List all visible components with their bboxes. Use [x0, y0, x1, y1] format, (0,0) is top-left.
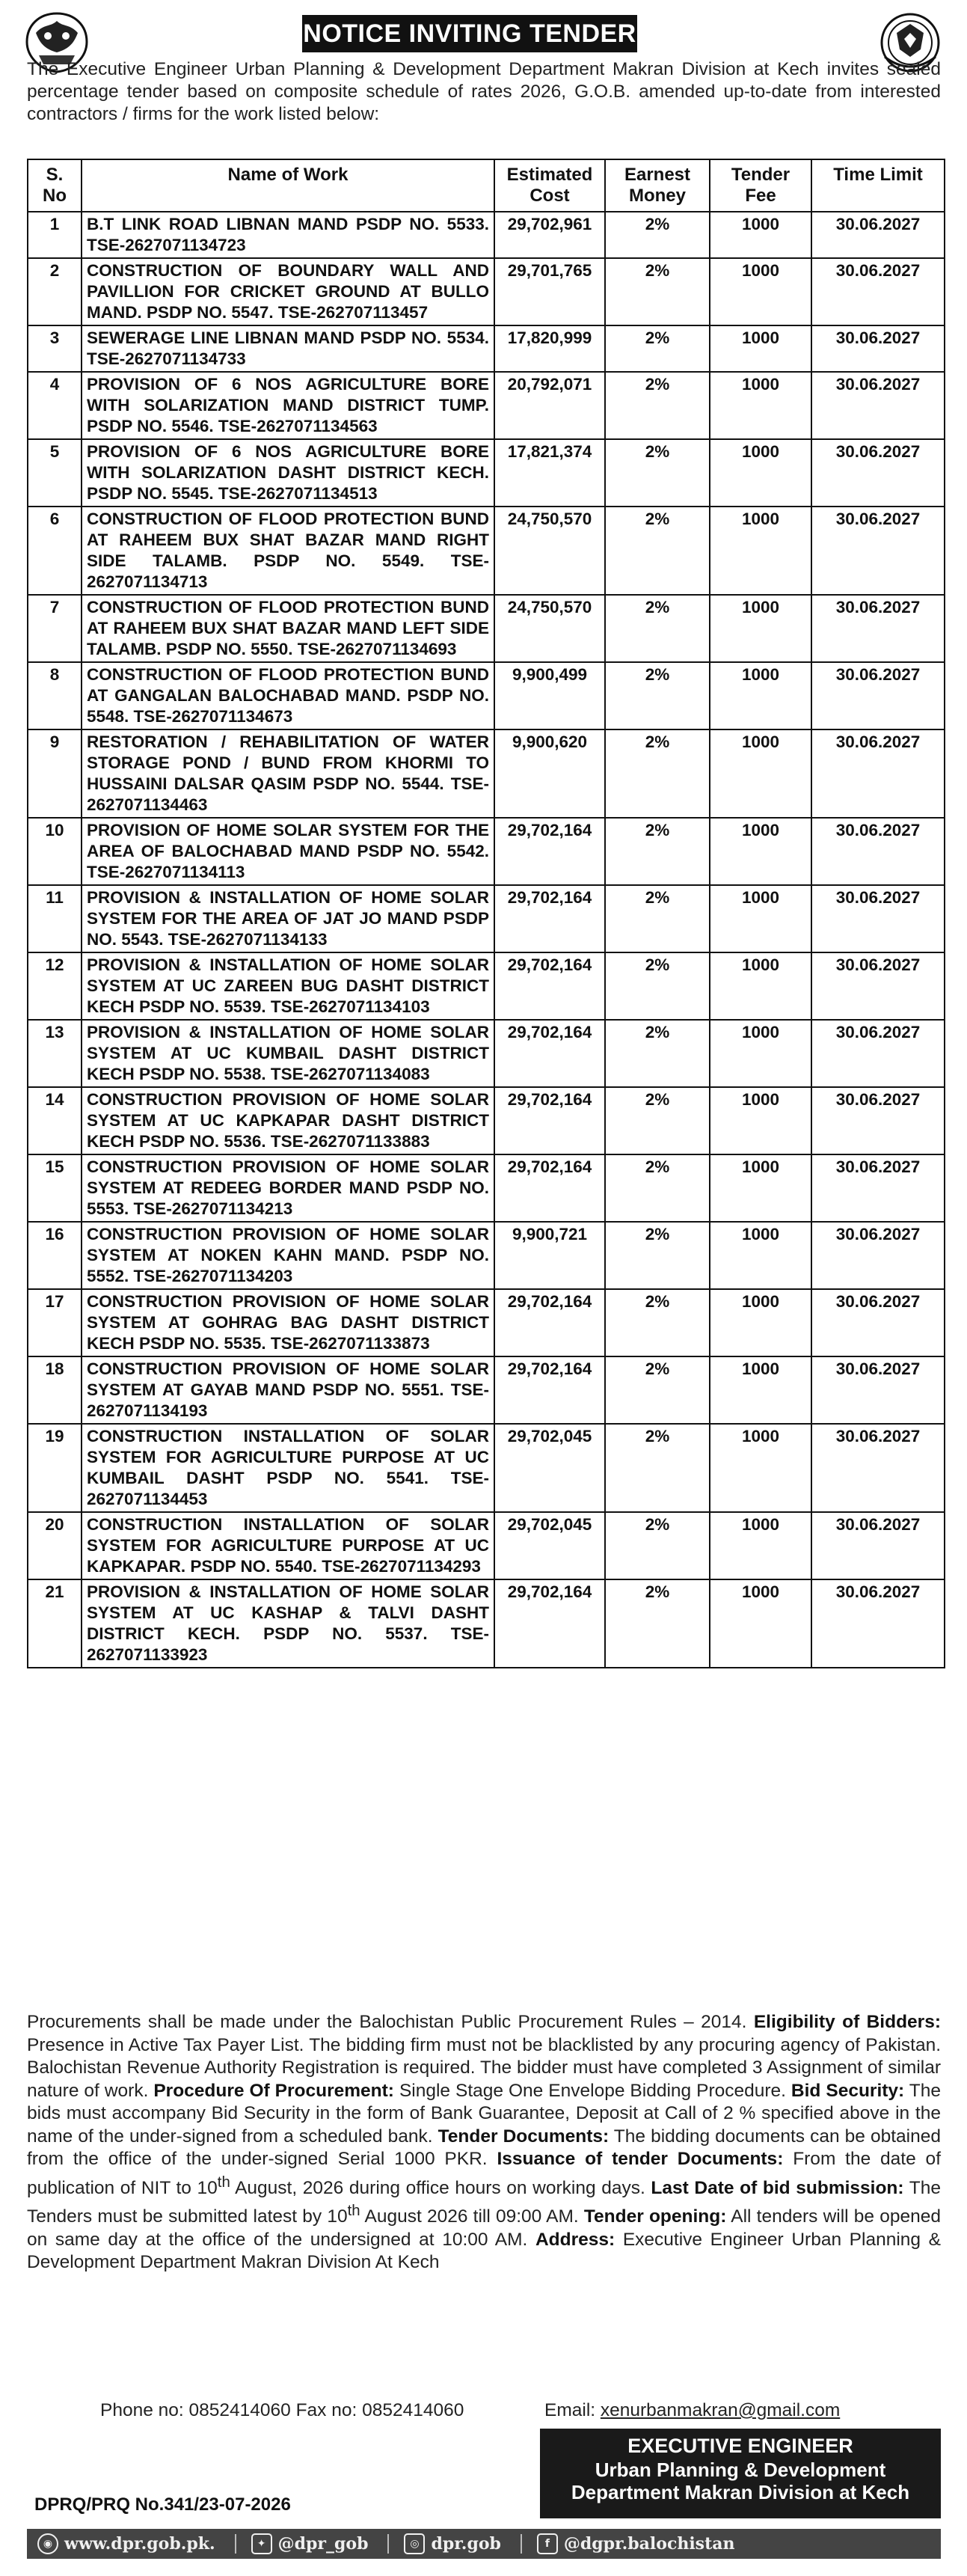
header-name-of-work: Name of Work	[82, 159, 494, 212]
cell-earnest-money: 2%	[605, 439, 710, 507]
facebook-handle: @dgpr.balochistan	[563, 2534, 735, 2554]
table-row	[28, 212, 945, 258]
cell-name-of-work: PROVISION OF HOME SOLAR SYSTEM FOR THE AREA OF BALOCHABAD MAND PSDP NO. 5542. TSE-2627071134113	[82, 818, 494, 885]
cell-name-of-work: CONSTRUCTION PROVISION OF HOME SOLAR SYSTEM AT UC KAPKAPAR DASHT DISTRICT KECH PSDP NO. 5536. TSE-2627071133883	[82, 1087, 494, 1154]
cell-earnest-money: 2%	[605, 372, 710, 439]
cell-earnest-money: 2%	[605, 818, 710, 885]
cell-time-limit: 30.06.2027	[811, 1424, 945, 1512]
cell-tender-fee: 1000	[710, 507, 811, 595]
cell-time-limit: 30.06.2027	[811, 729, 945, 818]
cell-time-limit: 30.06.2027	[811, 1020, 945, 1087]
table-row	[28, 885, 945, 952]
cell-sno: 15	[28, 1154, 82, 1222]
cell-time-limit: 30.06.2027	[811, 212, 945, 258]
cell-sno: 10	[28, 818, 82, 885]
cell-sno: 1	[28, 212, 82, 258]
table-row	[28, 325, 945, 372]
website-text: www.dpr.gob.pk.	[64, 2534, 215, 2554]
cell-name-of-work: PROVISION & INSTALLATION OF HOME SOLAR SYSTEM FOR THE AREA OF JAT JO MAND PSDP NO. 5543. TSE-2627071134133	[82, 885, 494, 952]
issuance-text-b: August, 2026 during office hours on working days.	[235, 2177, 645, 2198]
cell-sno: 20	[28, 1512, 82, 1579]
cell-sno: 4	[28, 372, 82, 439]
cell-name-of-work: CONSTRUCTION PROVISION OF HOME SOLAR SYSTEM AT NOKEN KAHN MAND. PSDP NO. 5552. TSE-2627071134203	[82, 1222, 494, 1289]
cell-estimated-cost: 29,702,164	[494, 1289, 605, 1356]
cell-earnest-money: 2%	[605, 325, 710, 372]
twitter-icon: ✦	[251, 2533, 272, 2554]
cell-earnest-money: 2%	[605, 1087, 710, 1154]
cell-estimated-cost: 9,900,721	[494, 1222, 605, 1289]
cell-earnest-money: 2%	[605, 1222, 710, 1289]
cell-tender-fee: 1000	[710, 885, 811, 952]
cell-estimated-cost: 9,900,620	[494, 729, 605, 818]
cell-sno: 21	[28, 1579, 82, 1668]
cell-earnest-money: 2%	[605, 1020, 710, 1087]
cell-estimated-cost: 9,900,499	[494, 662, 605, 729]
procedure-label: Procedure Of Procurement:	[153, 2080, 394, 2101]
header-time-limit: Time Limit	[811, 159, 945, 212]
cell-estimated-cost: 29,702,164	[494, 1154, 605, 1222]
cell-time-limit: 30.06.2027	[811, 439, 945, 507]
cell-sno: 3	[28, 325, 82, 372]
website-item[interactable]	[37, 2533, 215, 2554]
cell-time-limit: 30.06.2027	[811, 1154, 945, 1222]
cell-earnest-money: 2%	[605, 1512, 710, 1579]
table-row	[28, 1424, 945, 1512]
divider	[521, 2534, 522, 2554]
cell-estimated-cost: 29,702,045	[494, 1512, 605, 1579]
header-sno: S. No	[28, 159, 82, 212]
cell-time-limit: 30.06.2027	[811, 818, 945, 885]
cell-name-of-work: CONSTRUCTION INSTALLATION OF SOLAR SYSTEM FOR AGRICULTURE PURPOSE AT UC KAPKAPAR. PSDP NO. 5540. TSE-2627071134293	[82, 1512, 494, 1579]
cell-earnest-money: 2%	[605, 729, 710, 818]
cell-earnest-money: 2%	[605, 258, 710, 325]
cell-sno: 16	[28, 1222, 82, 1289]
last-date-sup: th	[347, 2203, 360, 2220]
cell-sno: 9	[28, 729, 82, 818]
cell-name-of-work: CONSTRUCTION OF FLOOD PROTECTION BUND AT RAHEEM BUX SHAT BAZAR MAND LEFT SIDE TALAMB. PSDP NO. 5550. TSE-2627071134693	[82, 595, 494, 662]
cell-estimated-cost: 29,702,164	[494, 952, 605, 1020]
cell-earnest-money: 2%	[605, 1154, 710, 1222]
address-label: Address:	[535, 2229, 615, 2250]
cell-sno: 17	[28, 1289, 82, 1356]
cell-sno: 8	[28, 662, 82, 729]
cell-tender-fee: 1000	[710, 1579, 811, 1668]
cell-tender-fee: 1000	[710, 729, 811, 818]
cell-estimated-cost: 29,702,164	[494, 1356, 605, 1424]
cell-tender-fee: 1000	[710, 439, 811, 507]
cell-name-of-work: CONSTRUCTION PROVISION OF HOME SOLAR SYSTEM AT GOHRAG BAG DASHT DISTRICT KECH PSDP NO. 5535. TSE-2627071133873	[82, 1289, 494, 1356]
cell-earnest-money: 2%	[605, 595, 710, 662]
table-row	[28, 507, 945, 595]
address-text: Executive Engineer Urban Planning & Development Department Makran Division At Kech	[27, 2229, 941, 2273]
cell-earnest-money: 2%	[605, 1579, 710, 1668]
cell-estimated-cost: 20,792,071	[494, 372, 605, 439]
divider	[235, 2534, 236, 2554]
table-row	[28, 372, 945, 439]
issuance-text-a: From the date of publication of NIT to 10	[27, 2149, 941, 2198]
notice-title: NOTICE INVITING TENDER	[302, 15, 637, 52]
facebook-icon: f	[537, 2533, 558, 2554]
cell-name-of-work: CONSTRUCTION INSTALLATION OF SOLAR SYSTEM FOR AGRICULTURE PURPOSE AT UC KUMBAIL DASHT PSDP NO. 5541. TSE-2627071134453	[82, 1424, 494, 1512]
instagram-handle: dpr.gob	[431, 2534, 501, 2554]
table-row	[28, 1020, 945, 1087]
cell-sno: 19	[28, 1424, 82, 1512]
table-row	[28, 952, 945, 1020]
terms-paragraph	[27, 2011, 941, 2274]
cell-estimated-cost: 17,820,999	[494, 325, 605, 372]
cell-time-limit: 30.06.2027	[811, 372, 945, 439]
cell-tender-fee: 1000	[710, 1020, 811, 1087]
cell-name-of-work: CONSTRUCTION PROVISION OF HOME SOLAR SYSTEM AT GAYAB MAND PSDP NO. 5551. TSE-2627071134193	[82, 1356, 494, 1424]
cell-sno: 12	[28, 952, 82, 1020]
cell-earnest-money: 2%	[605, 952, 710, 1020]
cell-time-limit: 30.06.2027	[811, 1087, 945, 1154]
tender-table	[27, 159, 945, 1668]
signature-department: Urban Planning & Development	[595, 2459, 886, 2481]
table-row	[28, 258, 945, 325]
table-row	[28, 818, 945, 885]
tender-documents-text: The bidding documents can be obtained from the office of the under-signed Serial 1000 PKR.	[27, 2126, 941, 2169]
cell-name-of-work: PROVISION & INSTALLATION OF HOME SOLAR SYSTEM AT UC KASHAP & TALVI DASHT DISTRICT KECH. PSDP NO. 5537. TSE-2627071133923	[82, 1579, 494, 1668]
email-link[interactable]: xenurbanmakran@gmail.com	[600, 2400, 841, 2420]
last-date-text-a: The Tenders must be submitted latest by 10	[27, 2177, 941, 2227]
cell-estimated-cost: 17,821,374	[494, 439, 605, 507]
signature-title: EXECUTIVE ENGINEER	[627, 2435, 853, 2457]
email-label: Email:	[544, 2400, 596, 2420]
bid-security-text: The bids must accompany Bid Security in the form of Bank Guarantee, Deposit at Call of 2 % specified above in the name of the under-signed from a scheduled bank.	[27, 2080, 941, 2147]
cell-name-of-work: RESTORATION / REHABILITATION OF WATER STORAGE POND / BUND FROM KHORMI TO HUSSAINI DALSAR QASIM PSDP NO. 5544. TSE-2627071134463	[82, 729, 494, 818]
cell-time-limit: 30.06.2027	[811, 1289, 945, 1356]
cell-tender-fee: 1000	[710, 1356, 811, 1424]
header-tender-fee: Tender Fee	[710, 159, 811, 212]
cell-name-of-work: CONSTRUCTION PROVISION OF HOME SOLAR SYSTEM AT REDEEG BORDER MAND PSDP NO. 5553. TSE-2627071134213	[82, 1154, 494, 1222]
cell-tender-fee: 1000	[710, 1154, 811, 1222]
table-row	[28, 595, 945, 662]
issuance-sup: th	[217, 2173, 230, 2191]
globe-icon: ◉	[37, 2533, 58, 2554]
cell-sno: 11	[28, 885, 82, 952]
divider	[387, 2534, 389, 2554]
cell-time-limit: 30.06.2027	[811, 1222, 945, 1289]
tender-opening-label: Tender opening:	[583, 2206, 727, 2227]
table-row	[28, 1154, 945, 1222]
cell-estimated-cost: 29,702,164	[494, 1087, 605, 1154]
eligibility-text: Presence in Active Tax Payer List. The bidding firm must not be blacklisted by any procuring agency of Pakistan. Balochistan Revenue Authority Registration is required. The bidder must have completed 3 Assignment of similar nature of work.	[27, 2034, 941, 2101]
cell-tender-fee: 1000	[710, 1512, 811, 1579]
reference-number: DPRQ/PRQ No.341/23-07-2026	[34, 2494, 291, 2515]
table-row	[28, 1356, 945, 1424]
cell-sno: 13	[28, 1020, 82, 1087]
cell-tender-fee: 1000	[710, 818, 811, 885]
cell-earnest-money: 2%	[605, 885, 710, 952]
phone-fax-text: Phone no: 0852414060 Fax no: 0852414060	[100, 2400, 464, 2420]
cell-sno: 18	[28, 1356, 82, 1424]
cell-tender-fee: 1000	[710, 372, 811, 439]
cell-name-of-work: CONSTRUCTION OF FLOOD PROTECTION BUND AT RAHEEM BUX SHAT BAZAR MAND RIGHT SIDE TALAMB. PSDP NO. 5549. TSE-2627071134713	[82, 507, 494, 595]
cell-sno: 5	[28, 439, 82, 507]
issuance-label: Issuance of tender Documents:	[497, 2149, 784, 2169]
cell-sno: 6	[28, 507, 82, 595]
cell-tender-fee: 1000	[710, 1424, 811, 1512]
cell-tender-fee: 1000	[710, 595, 811, 662]
table-header-row	[28, 159, 945, 212]
table-row	[28, 1512, 945, 1579]
social-footer-bar	[27, 2529, 941, 2559]
cell-estimated-cost: 29,702,045	[494, 1424, 605, 1512]
cell-tender-fee: 1000	[710, 1222, 811, 1289]
procedure-text: Single Stage One Envelope Bidding Procedure.	[399, 2080, 786, 2101]
cell-tender-fee: 1000	[710, 258, 811, 325]
cell-name-of-work: PROVISION & INSTALLATION OF HOME SOLAR SYSTEM AT UC ZAREEN BUG DASHT DISTRICT KECH PSDP NO. 5539. TSE-2627071134103	[82, 952, 494, 1020]
table-row	[28, 1222, 945, 1289]
eligibility-label: Eligibility of Bidders:	[753, 2012, 941, 2032]
cell-estimated-cost: 24,750,570	[494, 595, 605, 662]
cell-name-of-work: B.T LINK ROAD LIBNAN MAND PSDP NO. 5533. TSE-2627071134723	[82, 212, 494, 258]
cell-estimated-cost: 29,702,164	[494, 885, 605, 952]
cell-time-limit: 30.06.2027	[811, 1512, 945, 1579]
tender-opening-text: All tenders will be opened on same day at the office of the undersigned at 10:00 AM.	[27, 2206, 942, 2250]
cell-tender-fee: 1000	[710, 325, 811, 372]
twitter-handle: @dpr_gob	[277, 2534, 369, 2554]
signature-block	[540, 2429, 941, 2518]
cell-estimated-cost: 24,750,570	[494, 507, 605, 595]
table-row	[28, 1289, 945, 1356]
cell-earnest-money: 2%	[605, 212, 710, 258]
tender-documents-label: Tender Documents:	[438, 2126, 610, 2147]
cell-name-of-work: CONSTRUCTION OF FLOOD PROTECTION BUND AT GANGALAN BALOCHABAD MAND. PSDP NO. 5548. TSE-2627071134673	[82, 662, 494, 729]
cell-sno: 14	[28, 1087, 82, 1154]
cell-earnest-money: 2%	[605, 1424, 710, 1512]
cell-time-limit: 30.06.2027	[811, 1579, 945, 1668]
cell-tender-fee: 1000	[710, 1289, 811, 1356]
last-date-text-b: August 2026 till 09:00 AM.	[364, 2206, 579, 2227]
cell-tender-fee: 1000	[710, 212, 811, 258]
intro-paragraph: The Executive Engineer Urban Planning & Development Department Makran Division at Kech invites sealed percentage tender based on composite schedule of rates 2026, G.O.B. amended up-to-date from interested contractors / firms for the work listed below:	[27, 59, 941, 124]
table-row	[28, 729, 945, 818]
cell-earnest-money: 2%	[605, 662, 710, 729]
facebook-item[interactable]	[537, 2533, 735, 2554]
cell-name-of-work: PROVISION OF 6 NOS AGRICULTURE BORE WITH SOLARIZATION DASHT DISTRICT KECH. PSDP NO. 5545. TSE-2627071134513	[82, 439, 494, 507]
cell-estimated-cost: 29,701,765	[494, 258, 605, 325]
cell-earnest-money: 2%	[605, 1289, 710, 1356]
cell-sno: 7	[28, 595, 82, 662]
cell-tender-fee: 1000	[710, 952, 811, 1020]
signature-division: Department Makran Division at Kech	[571, 2481, 910, 2503]
table-row	[28, 1087, 945, 1154]
cell-earnest-money: 2%	[605, 1356, 710, 1424]
twitter-item[interactable]	[251, 2533, 369, 2554]
cell-name-of-work: SEWERAGE LINE LIBNAN MAND PSDP NO. 5534. TSE-2627071134733	[82, 325, 494, 372]
cell-earnest-money: 2%	[605, 507, 710, 595]
table-row	[28, 662, 945, 729]
procurement-rules-text: Procurements shall be made under the Balochistan Public Procurement Rules – 2014.	[27, 2012, 747, 2032]
cell-time-limit: 30.06.2027	[811, 885, 945, 952]
cell-estimated-cost: 29,702,164	[494, 818, 605, 885]
header-estimated-cost: Estimated Cost	[494, 159, 605, 212]
instagram-item[interactable]	[404, 2533, 500, 2554]
cell-name-of-work: CONSTRUCTION OF BOUNDARY WALL AND PAVILLION FOR CRICKET GROUND AT BULLO MAND. PSDP NO. 5547. TSE-262707113457	[82, 258, 494, 325]
cell-time-limit: 30.06.2027	[811, 662, 945, 729]
cell-sno: 2	[28, 258, 82, 325]
cell-name-of-work: PROVISION OF 6 NOS AGRICULTURE BORE WITH SOLARIZATION MAND DISTRICT TUMP. PSDP NO. 5546. TSE-2627071134563	[82, 372, 494, 439]
cell-time-limit: 30.06.2027	[811, 952, 945, 1020]
cell-time-limit: 30.06.2027	[811, 507, 945, 595]
cell-name-of-work: PROVISION & INSTALLATION OF HOME SOLAR SYSTEM AT UC KUMBAIL DASHT DISTRICT KECH PSDP NO. 5538. TSE-2627071134083	[82, 1020, 494, 1087]
table-row	[28, 439, 945, 507]
bid-security-label: Bid Security:	[791, 2080, 905, 2101]
cell-estimated-cost: 29,702,961	[494, 212, 605, 258]
email-line	[544, 2400, 840, 2421]
cell-time-limit: 30.06.2027	[811, 595, 945, 662]
instagram-icon: ◎	[404, 2533, 425, 2554]
cell-time-limit: 30.06.2027	[811, 1356, 945, 1424]
cell-estimated-cost: 29,702,164	[494, 1020, 605, 1087]
cell-tender-fee: 1000	[710, 1087, 811, 1154]
cell-time-limit: 30.06.2027	[811, 325, 945, 372]
cell-tender-fee: 1000	[710, 662, 811, 729]
cell-time-limit: 30.06.2027	[811, 258, 945, 325]
cell-estimated-cost: 29,702,164	[494, 1579, 605, 1668]
table-row	[28, 1579, 945, 1668]
header-earnest-money: Earnest Money	[605, 159, 710, 212]
last-date-label: Last Date of bid submission:	[651, 2177, 904, 2198]
